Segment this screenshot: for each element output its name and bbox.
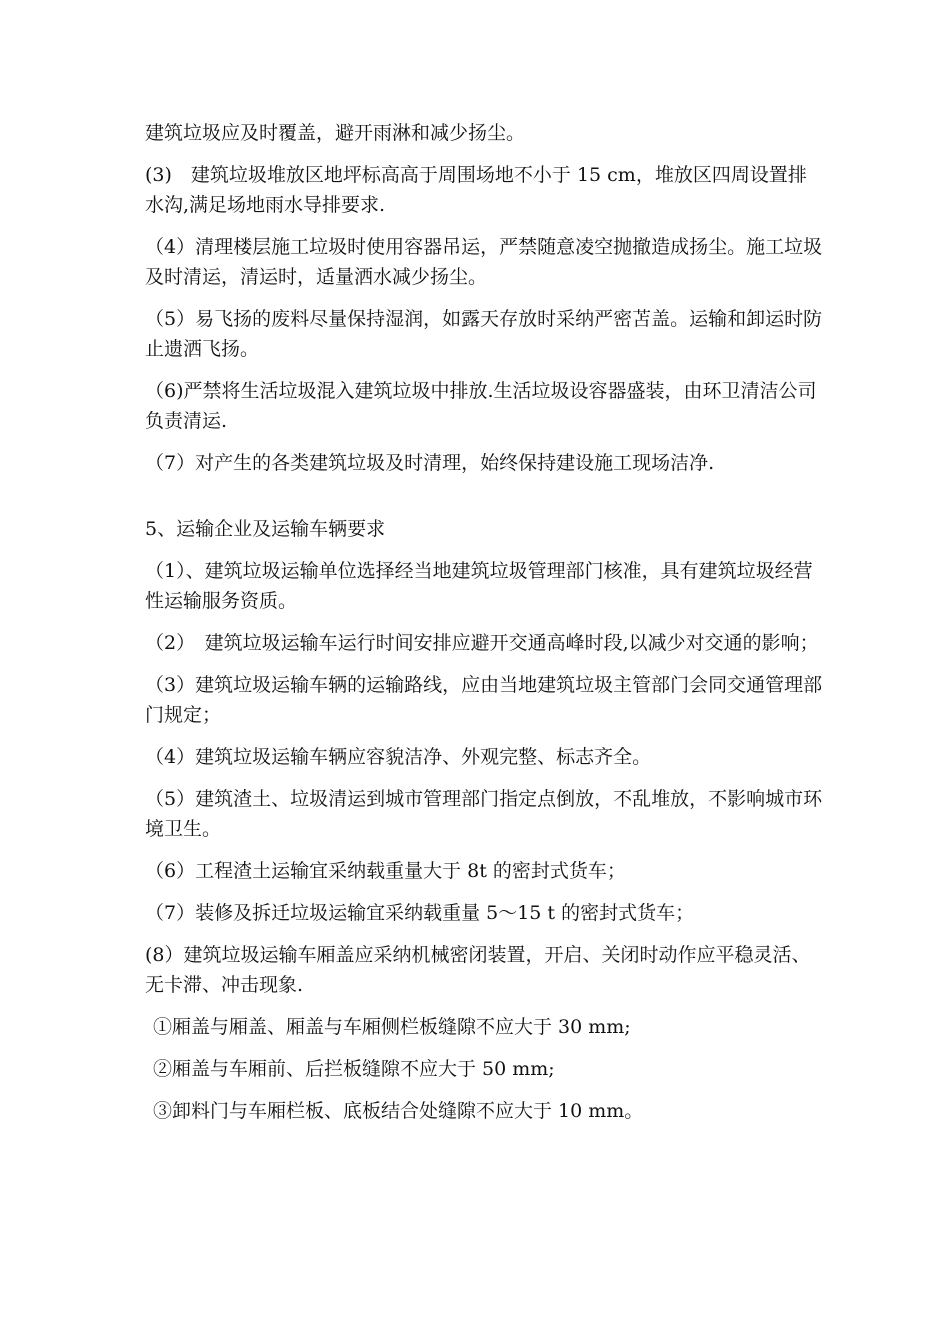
- paragraph-transport-7: （7）装修及拆迁垃圾运输宜采纳载重量 5～15 t 的密封式货车；: [145, 902, 695, 924]
- paragraph-transport-2: （2） 建筑垃圾运输车运行时间安排应避开交通高峰时段,以减少对交通的影响；: [145, 632, 819, 654]
- sub-item-1: ①厢盖与厢盖、厢盖与车厢侧栏板缝隙不应大于 30 mm;: [153, 1016, 631, 1038]
- sub-item-3: ③卸料门与车厢栏板、底板结合处缝隙不应大于 10 mm。: [153, 1100, 644, 1122]
- paragraph-transport-1: （1）、建筑垃圾运输单位选择经当地建筑垃圾管理部门核准，具有建筑垃圾经营性运输服务资质。: [145, 560, 813, 612]
- paragraph-item-4-floor-cleanup: （4）清理楼层施工垃圾时使用容器吊运，严禁随意凌空抛撤造成扬尘。施工垃圾及时清运，清运时，适量洒水减少扬尘。: [145, 236, 823, 288]
- sub-item-2: ②厢盖与车厢前、后拦板缝隙不应大于 50 mm;: [153, 1058, 555, 1080]
- paragraph-item-3-storage-area: (3) 建筑垃圾堆放区地坪标高高于周围场地不小于 15 cm，堆放区四周设置排水沟,满足场地雨水导排要求.: [145, 164, 807, 216]
- paragraph-transport-3: （3）建筑垃圾运输车辆的运输路线，应由当地建筑垃圾主管部门会同交通管理部门规定；: [145, 674, 823, 726]
- paragraph-transport-5: （5）建筑渣土、垃圾清运到城市管理部门指定点倒放，不乱堆放，不影响城市环境卫生。: [145, 788, 823, 840]
- section-heading: 5、运输企业及运输车辆要求: [145, 518, 386, 540]
- paragraph-transport-4: （4）建筑垃圾运输车辆应容貌洁净、外观完整、标志齐全。: [145, 746, 652, 768]
- document-body: [145, 118, 825, 1138]
- paragraph-item-6-domestic-garbage: （6)严禁将生活垃圾混入建筑垃圾中排放.生活垃圾设容器盛装，由环卫清洁公司负责清运.: [145, 380, 817, 432]
- paragraph-transport-6: （6）工程渣土运输宜采纳载重量大于 8t 的密封式货车；: [145, 860, 626, 882]
- paragraph-transport-8: (8）建筑垃圾运输车厢盖应采纳机械密闭装置，开启、关闭时动作应平稳灵活、无卡滞、冲击现象.: [145, 944, 811, 996]
- paragraph-item-5-dust-waste: （5）易飞扬的废料尽量保持湿润，如露天存放时采纳严密苫盖。运输和卸运时防止遗洒飞扬。: [145, 308, 823, 360]
- paragraph-item-7-site-clean: （7）对产生的各类建筑垃圾及时清理，始终保持建设施工现场洁净.: [145, 452, 715, 474]
- paragraph-garbage-cover: 建筑垃圾应及时覆盖，避开雨淋和减少扬尘。: [145, 122, 526, 144]
